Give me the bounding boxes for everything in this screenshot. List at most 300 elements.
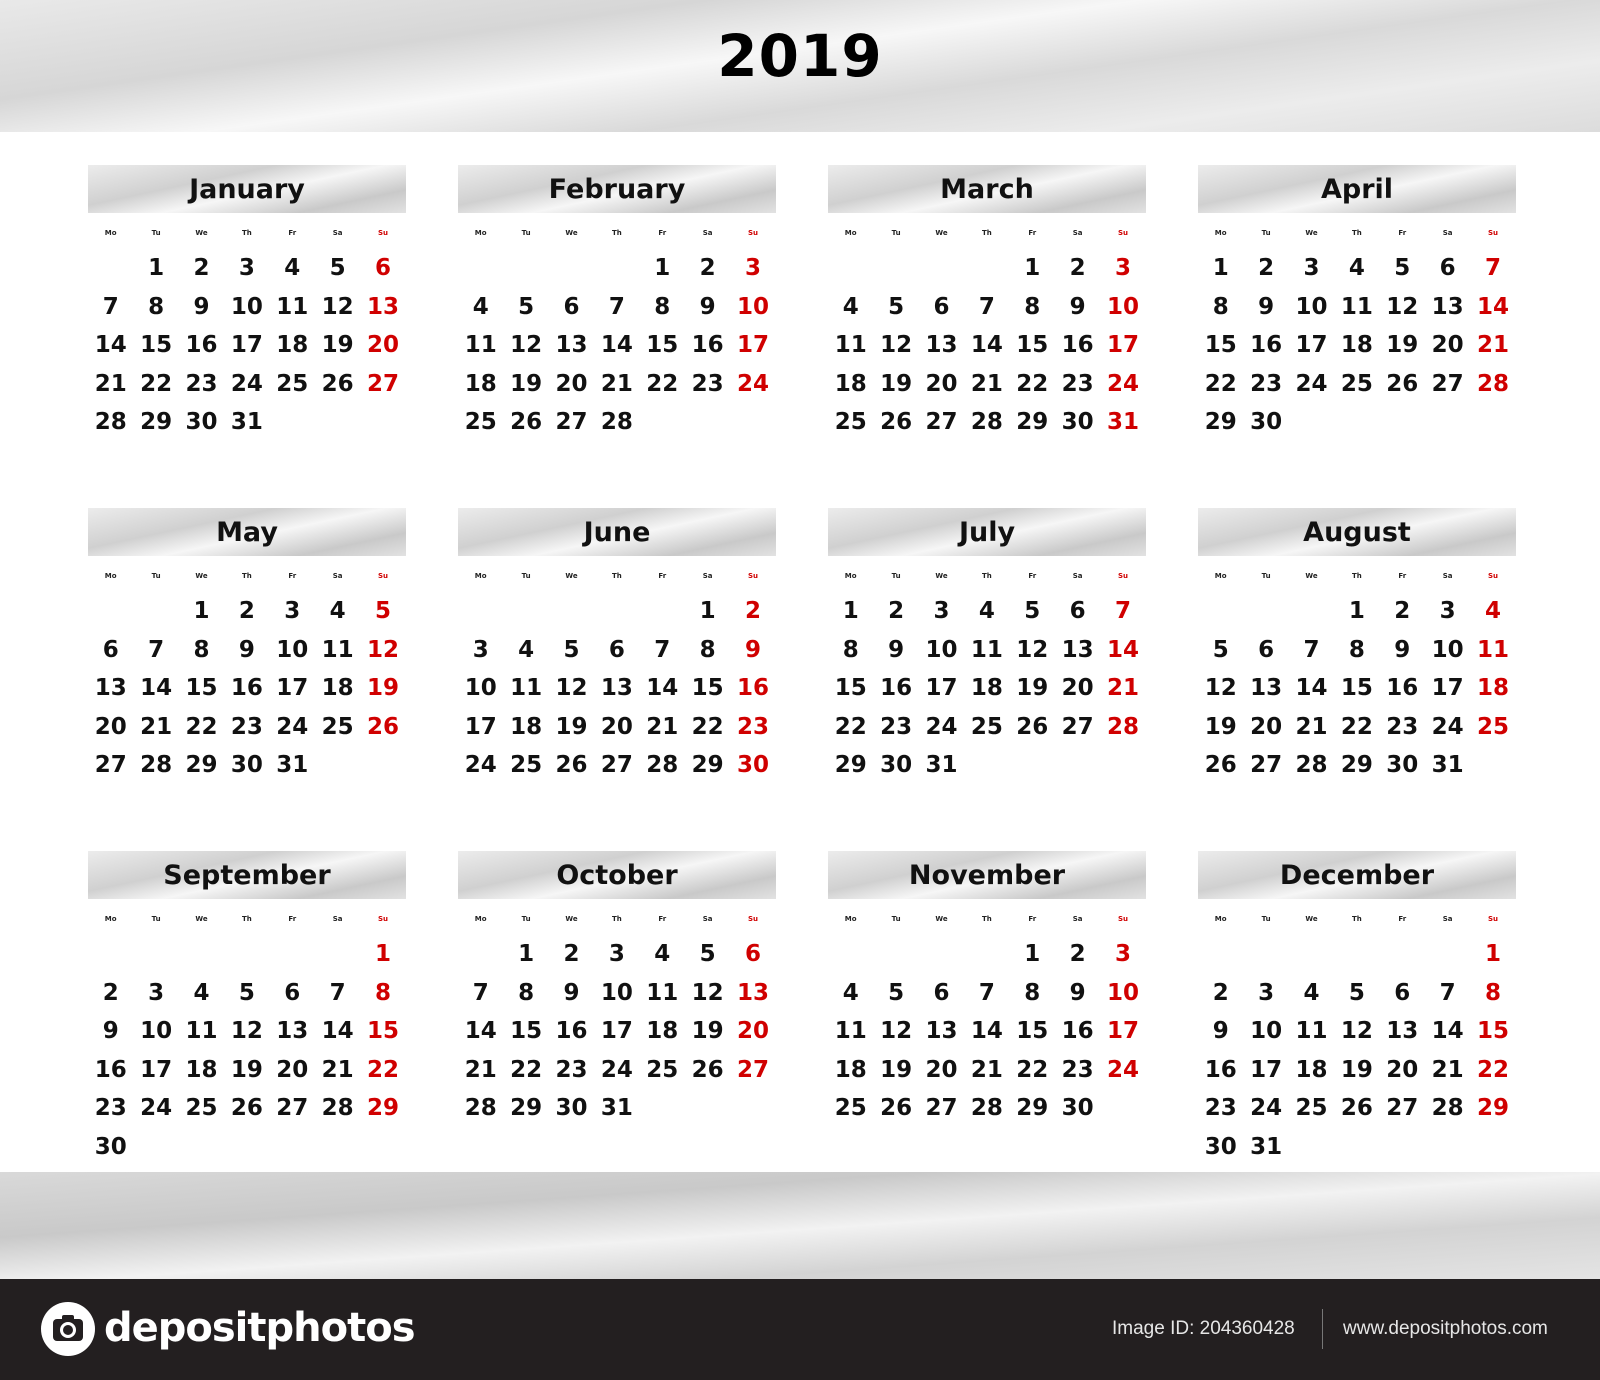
- weekday-label: Sa: [1072, 572, 1083, 580]
- day-number: 26: [1016, 713, 1049, 740]
- day-number-sunday: 15: [367, 1018, 400, 1044]
- weekday-label: Sa: [1442, 572, 1453, 580]
- day-number: 1: [518, 941, 535, 967]
- empty-cell: [458, 249, 503, 288]
- month-january: [88, 165, 406, 465]
- day-number-sunday: 20: [737, 1018, 770, 1044]
- day-number: 22: [510, 1056, 543, 1083]
- weekday-label: Fr: [1398, 229, 1407, 237]
- day-number-sunday: 23: [737, 713, 770, 740]
- empty-cell: [1334, 935, 1379, 974]
- weekday-header-row: [1198, 570, 1516, 582]
- day-number: 17: [276, 675, 309, 701]
- weekday-label: Fr: [1028, 915, 1037, 923]
- empty-cell: [179, 935, 224, 974]
- day-number: 20: [1431, 332, 1464, 358]
- empty-cell: [964, 935, 1009, 974]
- weekday-label: Th: [611, 572, 622, 580]
- day-number: 23: [880, 713, 913, 740]
- day-number: 30: [185, 409, 218, 435]
- day-number: 28: [94, 409, 127, 435]
- day-number: 28: [321, 1095, 354, 1121]
- month-march: [828, 165, 1146, 465]
- weekday-label: Sa: [332, 572, 343, 580]
- day-number: 8: [193, 636, 210, 663]
- weekday-label: Fr: [658, 915, 667, 923]
- day-number: 15: [646, 332, 679, 358]
- empty-cell: [1380, 935, 1425, 974]
- day-number: 24: [276, 713, 309, 740]
- day-number-sunday: 7: [1485, 255, 1502, 281]
- weekday-header-row: [828, 913, 1146, 925]
- day-number: 2: [1258, 255, 1275, 281]
- day-number: 30: [230, 752, 263, 778]
- day-number: 25: [834, 409, 867, 435]
- empty-cell: [88, 592, 133, 631]
- day-number: 25: [834, 1095, 867, 1121]
- empty-cell: [458, 592, 503, 631]
- day-number: 17: [464, 713, 497, 740]
- day-number: 13: [94, 675, 127, 701]
- day-number: 30: [1204, 1133, 1237, 1160]
- weekday-label: Sa: [702, 915, 713, 923]
- day-number: 14: [646, 675, 679, 701]
- day-number: 26: [880, 1095, 913, 1121]
- day-number: 5: [699, 941, 716, 967]
- weekday-header-row: [828, 227, 1146, 239]
- day-number: 20: [1250, 713, 1283, 740]
- weekday-label: Mo: [104, 572, 117, 580]
- day-number: 26: [1340, 1095, 1373, 1121]
- day-number: 25: [510, 752, 543, 778]
- day-number: 16: [1204, 1056, 1237, 1083]
- day-number: 4: [842, 293, 859, 320]
- day-number: 20: [94, 713, 127, 740]
- month-title: February: [458, 165, 776, 213]
- month-july: [828, 508, 1146, 808]
- weekday-header-row: [1198, 913, 1516, 925]
- day-number: 9: [1212, 1018, 1229, 1044]
- day-number: 29: [1016, 409, 1049, 435]
- day-number: 23: [185, 370, 218, 397]
- day-number: 4: [978, 598, 995, 624]
- day-number: 16: [185, 332, 218, 358]
- day-number: 15: [691, 675, 724, 701]
- day-number: 10: [1431, 636, 1464, 663]
- day-number: 10: [925, 636, 958, 663]
- weekday-label: Tu: [1261, 572, 1271, 580]
- empty-cell: [503, 249, 548, 288]
- day-number-sunday: 24: [737, 370, 770, 397]
- month-april: [1198, 165, 1516, 465]
- day-number: 26: [230, 1095, 263, 1121]
- day-number: 9: [1394, 636, 1411, 663]
- day-number: 27: [1061, 713, 1094, 740]
- day-number: 6: [1069, 598, 1086, 624]
- day-number: 11: [276, 293, 309, 320]
- day-number: 29: [1016, 1095, 1049, 1121]
- day-number-sunday: 17: [1107, 1018, 1140, 1044]
- day-number: 18: [834, 1056, 867, 1083]
- day-number: 4: [284, 255, 301, 281]
- day-number: 9: [1258, 293, 1275, 320]
- empty-cell: [1198, 935, 1243, 974]
- day-number-sunday: 22: [1477, 1056, 1510, 1083]
- day-number: 19: [555, 713, 588, 740]
- day-number: 28: [464, 1095, 497, 1121]
- day-number-sunday: 27: [737, 1056, 770, 1083]
- weekday-label: Fr: [1028, 229, 1037, 237]
- day-number: 27: [600, 752, 633, 778]
- weekday-label: Fr: [1398, 572, 1407, 580]
- weekday-label: Sa: [702, 229, 713, 237]
- day-number: 2: [1069, 941, 1086, 967]
- month-title: July: [828, 508, 1146, 556]
- day-number: 5: [1212, 636, 1229, 663]
- weekday-label: Su: [378, 572, 389, 580]
- empty-cell: [873, 249, 918, 288]
- day-number: 19: [1016, 675, 1049, 701]
- day-number: 30: [1250, 409, 1283, 435]
- day-number: 9: [238, 636, 255, 663]
- day-number: 7: [1303, 636, 1320, 663]
- day-grid: [458, 249, 776, 442]
- month-title: January: [88, 165, 406, 213]
- day-number: 18: [185, 1056, 218, 1083]
- day-number: 15: [834, 675, 867, 701]
- day-number: 12: [1386, 293, 1419, 320]
- month-february: [458, 165, 776, 465]
- empty-cell: [133, 935, 178, 974]
- weekday-label: Mo: [474, 915, 487, 923]
- day-number: 27: [925, 409, 958, 435]
- day-number: 1: [1024, 941, 1041, 967]
- day-number: 27: [94, 752, 127, 778]
- day-number: 7: [978, 979, 995, 1006]
- day-number-sunday: 18: [1477, 675, 1510, 701]
- day-number: 11: [646, 979, 679, 1006]
- day-number: 15: [185, 675, 218, 701]
- day-number: 9: [102, 1018, 119, 1044]
- day-number: 13: [1061, 636, 1094, 663]
- empty-cell: [1289, 935, 1334, 974]
- day-number: 16: [1061, 1018, 1094, 1044]
- weekday-label: Th: [981, 915, 992, 923]
- day-number-sunday: 27: [367, 370, 400, 397]
- empty-cell: [873, 935, 918, 974]
- day-number-sunday: 21: [1477, 332, 1510, 358]
- weekday-label: Sa: [1442, 915, 1453, 923]
- weekday-label: Mo: [844, 229, 857, 237]
- empty-cell: [458, 935, 503, 974]
- day-number: 1: [1348, 598, 1365, 624]
- day-number: 5: [518, 293, 535, 320]
- day-number: 2: [1069, 255, 1086, 281]
- day-grid: [828, 592, 1146, 785]
- day-number: 23: [230, 713, 263, 740]
- day-number: 18: [464, 370, 497, 397]
- day-number: 20: [276, 1056, 309, 1083]
- day-number-sunday: 24: [1107, 370, 1140, 397]
- day-number: 10: [600, 979, 633, 1006]
- day-number: 10: [464, 675, 497, 701]
- day-number-sunday: 22: [367, 1056, 400, 1083]
- weekday-label: Mo: [1214, 229, 1227, 237]
- site-url[interactable]: www.depositphotos.com: [1343, 1318, 1548, 1339]
- weekday-label: Mo: [1214, 915, 1227, 923]
- day-number: 20: [555, 370, 588, 397]
- weekday-label: Tu: [151, 229, 161, 237]
- day-number: 27: [555, 409, 588, 435]
- day-number: 5: [563, 636, 580, 663]
- day-number: 7: [1439, 979, 1456, 1006]
- weekday-label: Sa: [332, 915, 343, 923]
- day-number-sunday: 10: [1107, 979, 1140, 1006]
- weekday-label: Su: [1118, 915, 1129, 923]
- weekday-label: Sa: [332, 229, 343, 237]
- weekday-label: Su: [378, 229, 389, 237]
- day-number-sunday: 30: [737, 752, 770, 778]
- weekday-label: We: [1305, 572, 1318, 580]
- day-number: 12: [510, 332, 543, 358]
- day-number: 30: [1061, 409, 1094, 435]
- weekday-header-row: [458, 913, 776, 925]
- weekday-label: Tu: [891, 572, 901, 580]
- weekday-label: Su: [748, 915, 759, 923]
- weekday-label: We: [565, 572, 578, 580]
- day-number: 22: [1016, 370, 1049, 397]
- day-number: 23: [1386, 713, 1419, 740]
- weekday-label: Tu: [151, 915, 161, 923]
- day-number: 31: [230, 409, 263, 435]
- empty-cell: [594, 592, 639, 631]
- weekday-label: Th: [611, 915, 622, 923]
- day-number: 18: [276, 332, 309, 358]
- day-number: 25: [646, 1056, 679, 1083]
- day-number: 30: [1386, 752, 1419, 778]
- day-number-sunday: 26: [367, 713, 400, 740]
- day-number: 3: [1303, 255, 1320, 281]
- day-number: 2: [1212, 979, 1229, 1006]
- day-number-sunday: 12: [367, 636, 400, 663]
- weekday-label: Su: [1118, 229, 1129, 237]
- day-number: 29: [140, 409, 173, 435]
- month-title: October: [458, 851, 776, 899]
- day-number: 7: [608, 293, 625, 320]
- day-number-sunday: 29: [367, 1095, 400, 1121]
- weekday-label: Su: [378, 915, 389, 923]
- day-number: 8: [654, 293, 671, 320]
- weekday-label: Tu: [521, 229, 531, 237]
- empty-cell: [503, 592, 548, 631]
- day-number: 22: [1204, 370, 1237, 397]
- day-number-sunday: 14: [1477, 293, 1510, 320]
- day-number-sunday: 2: [745, 598, 762, 624]
- day-number: 7: [329, 979, 346, 1006]
- weekday-label: Th: [1351, 572, 1362, 580]
- day-number: 10: [140, 1018, 173, 1044]
- day-number: 11: [1295, 1018, 1328, 1044]
- day-number: 15: [510, 1018, 543, 1044]
- day-number: 1: [1024, 255, 1041, 281]
- day-number: 30: [555, 1095, 588, 1121]
- day-number: 12: [1340, 1018, 1373, 1044]
- day-number: 9: [193, 293, 210, 320]
- day-number: 4: [1348, 255, 1365, 281]
- day-number-sunday: 28: [1107, 713, 1140, 740]
- day-number: 24: [925, 713, 958, 740]
- day-number: 7: [102, 293, 119, 320]
- day-number: 13: [600, 675, 633, 701]
- day-number: 12: [555, 675, 588, 701]
- weekday-label: We: [935, 915, 948, 923]
- day-number: 2: [888, 598, 905, 624]
- month-august: [1198, 508, 1516, 808]
- day-number: 6: [1439, 255, 1456, 281]
- day-number: 6: [563, 293, 580, 320]
- day-number-sunday: 5: [375, 598, 392, 624]
- day-number: 19: [1386, 332, 1419, 358]
- day-number: 5: [329, 255, 346, 281]
- day-number: 4: [518, 636, 535, 663]
- day-number: 21: [646, 713, 679, 740]
- day-grid: [1198, 249, 1516, 442]
- day-number: 28: [1295, 752, 1328, 778]
- day-number-sunday: 28: [1477, 370, 1510, 397]
- day-number-sunday: 4: [1485, 598, 1502, 624]
- day-number: 7: [978, 293, 995, 320]
- weekday-label: Mo: [1214, 572, 1227, 580]
- day-number: 29: [510, 1095, 543, 1121]
- day-number: 3: [608, 941, 625, 967]
- month-title: December: [1198, 851, 1516, 899]
- day-number: 14: [970, 332, 1003, 358]
- day-number: 16: [1386, 675, 1419, 701]
- day-grid: [828, 935, 1146, 1128]
- weekday-label: Mo: [104, 915, 117, 923]
- bottom-banner: [0, 1172, 1600, 1279]
- weekday-label: We: [1305, 229, 1318, 237]
- day-number: 5: [1394, 255, 1411, 281]
- day-number: 15: [1204, 332, 1237, 358]
- day-number: 9: [563, 979, 580, 1006]
- day-number: 31: [276, 752, 309, 778]
- day-number: 16: [691, 332, 724, 358]
- day-number: 29: [691, 752, 724, 778]
- day-number: 4: [193, 979, 210, 1006]
- empty-cell: [919, 249, 964, 288]
- day-number: 6: [102, 636, 119, 663]
- day-number: 19: [880, 370, 913, 397]
- empty-cell: [1289, 592, 1334, 631]
- day-number: 25: [464, 409, 497, 435]
- day-number: 22: [140, 370, 173, 397]
- day-number: 13: [1250, 675, 1283, 701]
- empty-cell: [88, 249, 133, 288]
- month-may: [88, 508, 406, 808]
- day-number: 1: [699, 598, 716, 624]
- day-number: 21: [1295, 713, 1328, 740]
- day-number: 24: [1295, 370, 1328, 397]
- weekday-label: Su: [748, 572, 759, 580]
- day-number: 4: [842, 979, 859, 1006]
- day-number: 15: [1340, 675, 1373, 701]
- day-number: 22: [1016, 1056, 1049, 1083]
- day-number: 21: [140, 713, 173, 740]
- weekday-label: We: [565, 229, 578, 237]
- day-number: 6: [608, 636, 625, 663]
- day-number: 4: [329, 598, 346, 624]
- day-number: 26: [1204, 752, 1237, 778]
- day-number: 8: [842, 636, 859, 663]
- day-number: 16: [555, 1018, 588, 1044]
- day-number: 2: [563, 941, 580, 967]
- weekday-label: Mo: [844, 915, 857, 923]
- day-number: 31: [1431, 752, 1464, 778]
- day-number: 17: [230, 332, 263, 358]
- day-number: 24: [140, 1095, 173, 1121]
- day-number: 28: [970, 409, 1003, 435]
- day-number: 13: [1386, 1018, 1419, 1044]
- empty-cell: [88, 935, 133, 974]
- day-number-sunday: 19: [367, 675, 400, 701]
- weekday-label: Su: [1488, 229, 1499, 237]
- day-number: 14: [970, 1018, 1003, 1044]
- weekday-label: Tu: [891, 915, 901, 923]
- day-number: 22: [834, 713, 867, 740]
- day-number: 14: [1295, 675, 1328, 701]
- day-number: 6: [1394, 979, 1411, 1006]
- weekday-header-row: [458, 570, 776, 582]
- weekday-label: Tu: [521, 915, 531, 923]
- month-title: March: [828, 165, 1146, 213]
- day-number-sunday: 9: [745, 636, 762, 663]
- day-number: 10: [276, 636, 309, 663]
- day-number-sunday: 10: [1107, 293, 1140, 320]
- day-number: 8: [1024, 979, 1041, 1006]
- day-number: 17: [925, 675, 958, 701]
- day-number: 7: [654, 636, 671, 663]
- day-number: 21: [600, 370, 633, 397]
- day-number: 4: [654, 941, 671, 967]
- day-number: 2: [238, 598, 255, 624]
- day-number: 28: [646, 752, 679, 778]
- day-number-sunday: 14: [1107, 636, 1140, 663]
- day-number: 6: [1258, 636, 1275, 663]
- image-id: Image ID: 204360428: [1112, 1318, 1295, 1339]
- empty-cell: [270, 935, 315, 974]
- day-number: 22: [691, 713, 724, 740]
- day-number: 25: [321, 713, 354, 740]
- day-number-sunday: 6: [745, 941, 762, 967]
- day-number-sunday: 13: [737, 979, 770, 1006]
- day-grid: [458, 935, 776, 1128]
- day-number-sunday: 25: [1477, 713, 1510, 740]
- day-number: 18: [510, 713, 543, 740]
- month-june: [458, 508, 776, 808]
- day-number: 19: [321, 332, 354, 358]
- day-grid: [458, 592, 776, 785]
- day-number: 26: [1386, 370, 1419, 397]
- day-grid: [1198, 592, 1516, 785]
- day-number: 13: [555, 332, 588, 358]
- day-number: 19: [1204, 713, 1237, 740]
- weekday-label: We: [195, 915, 208, 923]
- weekday-header-row: [88, 913, 406, 925]
- day-number: 27: [1250, 752, 1283, 778]
- year-title: 2019: [717, 22, 883, 90]
- weekday-label: Fr: [1398, 915, 1407, 923]
